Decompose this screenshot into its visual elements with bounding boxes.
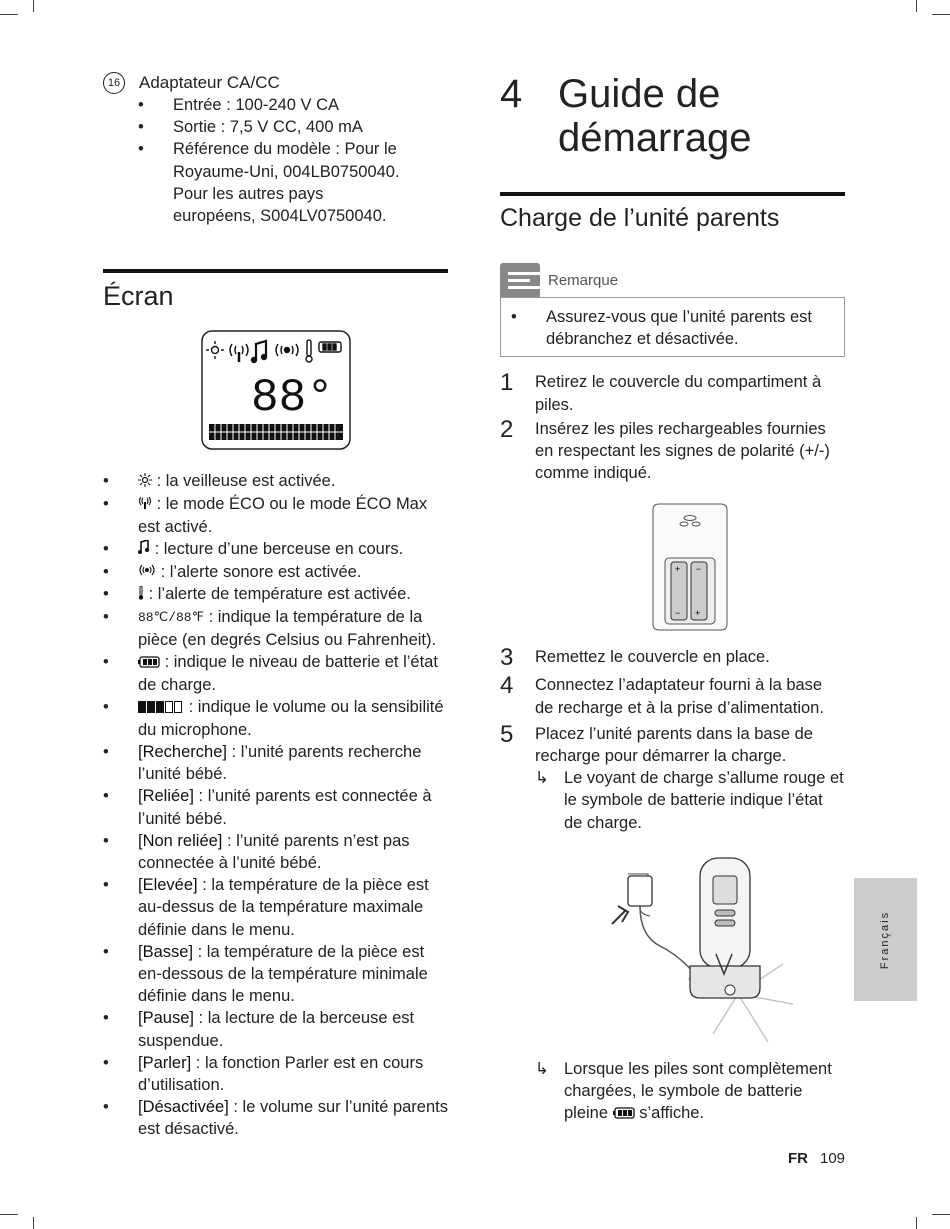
step-item: 4 Connectez l’adaptateur fourni à la base de recharge et à la prise d’alimentation. bbox=[500, 672, 824, 717]
night-light-icon bbox=[138, 471, 152, 493]
svg-text:−: − bbox=[695, 564, 701, 575]
charging-illustration bbox=[560, 854, 845, 1044]
adapter-heading bbox=[103, 72, 448, 94]
svg-text:−: − bbox=[674, 608, 680, 619]
step-item: 5 Placez l’unité parents dans la base de recharge pour démarrer la charge. bbox=[500, 720, 813, 766]
section-rule bbox=[500, 192, 845, 196]
crop-mark bbox=[33, 0, 34, 12]
result-item: ↳ Le voyant de charge s’allume rouge et le symbole de batterie indique l’état de charge. bbox=[535, 767, 845, 834]
adapter-spec: • Entrée : 100-240 V CA bbox=[138, 94, 448, 116]
crop-mark bbox=[0, 14, 18, 15]
language-tab: Français bbox=[854, 878, 917, 1001]
chapter-number: 4 bbox=[500, 72, 523, 116]
step-item: 3 Remettez le couvercle en place. bbox=[500, 644, 770, 672]
adapter-spec: • Référence du modèle : Pour le Royaume-Uni, 004LB0750040. Pour les autres pays européens, S004LV0750040. bbox=[138, 138, 408, 227]
left-column bbox=[103, 72, 448, 1141]
note-box bbox=[500, 297, 845, 357]
right-column bbox=[500, 72, 845, 1125]
full-battery-icon bbox=[613, 1103, 635, 1125]
status-item: • : le mode ÉCO ou le mode ÉCO Max est activé. bbox=[103, 493, 448, 538]
result-arrow-icon: ↳ bbox=[535, 1059, 549, 1078]
note-text: • Assurez-vous que l’unité parents est débranchez et désactivée. bbox=[511, 306, 834, 350]
status-item: • : indique le volume ou la sensibilité du microphone. bbox=[103, 696, 448, 741]
note-header bbox=[500, 263, 845, 297]
page-number: 109 bbox=[820, 1150, 846, 1167]
status-item: • [Basse] : la température de la pièce est en-dessous de la température minimale définie dans le menu. bbox=[103, 941, 448, 1008]
step-item: 2 Insérez les piles rechargeables fournies en respectant les signes de polarité (+/-) comme indiqué. bbox=[500, 415, 830, 483]
status-item: • [Désactivée] : le volume sur l’unité parents est désactivé. bbox=[103, 1096, 448, 1140]
chapter-title-line: Guide de bbox=[558, 72, 721, 116]
volume-bars-icon bbox=[138, 697, 184, 719]
crop-mark bbox=[33, 1217, 34, 1229]
status-item: • 88℃/88℉ : indique la température de la pièce (en degrés Celsius ou Fahrenheit). bbox=[103, 606, 448, 651]
screen-section-title: Écran bbox=[103, 281, 174, 312]
result-arrow-icon: ↳ bbox=[535, 769, 549, 788]
status-item: • : indique le niveau de batterie et l’état de charge. bbox=[103, 651, 448, 696]
lullaby-note-icon bbox=[138, 538, 150, 560]
adapter-spec: • Sortie : 7,5 V CC, 400 mA bbox=[138, 116, 448, 138]
result-item: ↳ Lorsque les piles sont complètement chargées, le symbole de batterie pleine s’affiche. bbox=[535, 1058, 845, 1125]
temperature-digits-icon: 88℃/88℉ bbox=[138, 609, 204, 625]
lcd-display-icon bbox=[201, 330, 351, 450]
status-item: • : l’alerte sonore est activée. bbox=[103, 561, 448, 584]
footer-language: FR bbox=[788, 1150, 808, 1167]
status-item: • [Non reliée] : l’unité parents n’est pas connectée à l’unité bébé. bbox=[103, 830, 448, 874]
status-item: • [Pause] : la lecture de la berceuse est suspendue. bbox=[103, 1007, 448, 1051]
item-number-badge: 16 bbox=[103, 72, 125, 94]
section-rule bbox=[103, 269, 448, 273]
status-item: • [Reliée] : l’unité parents est connectée à l’unité bébé. bbox=[103, 785, 448, 829]
step-item: 1 Retirez le couvercle du compartiment à piles. bbox=[500, 369, 822, 414]
eco-mode-icon bbox=[138, 493, 152, 515]
note-icon bbox=[500, 263, 540, 297]
parent-unit-back-icon bbox=[643, 502, 743, 632]
note-label: Remarque bbox=[548, 271, 619, 289]
charging-section-title: Charge de l’unité parents bbox=[500, 204, 780, 232]
svg-text:+: + bbox=[694, 608, 700, 619]
chapter-title-line: démarrage bbox=[558, 116, 752, 160]
status-item: • [Elevée] : la température de la pièce est au-dessus de la température maximale définie dans le menu. bbox=[103, 874, 448, 941]
status-item: • : la veilleuse est activée. bbox=[103, 470, 448, 493]
status-item: • : l’alerte de température est activée. bbox=[103, 583, 448, 606]
adapter-specs bbox=[138, 94, 448, 227]
battery-icon bbox=[138, 652, 160, 674]
status-item: • : lecture d’une berceuse en cours. bbox=[103, 538, 448, 561]
crop-mark bbox=[932, 14, 950, 15]
screen-illustration bbox=[103, 330, 448, 450]
page-footer bbox=[788, 1150, 845, 1167]
chapter-heading bbox=[500, 72, 845, 160]
adapter-block bbox=[103, 72, 448, 227]
steps-second bbox=[500, 646, 845, 833]
status-item: • [Parler] : la fonction Parler est en cours d’utilisation. bbox=[103, 1052, 448, 1096]
sound-alert-icon bbox=[138, 561, 156, 583]
steps-first bbox=[500, 371, 845, 484]
adapter-title: Adaptateur CA/CC bbox=[139, 73, 280, 92]
charging-base-icon bbox=[608, 854, 798, 1044]
crop-mark bbox=[0, 1214, 18, 1215]
crop-mark bbox=[916, 1217, 917, 1229]
status-icon-list bbox=[103, 470, 448, 1140]
crop-mark bbox=[916, 0, 917, 12]
status-item: • [Recherche] : l’unité parents recherche l’unité bébé. bbox=[103, 741, 448, 785]
battery-compartment-illustration bbox=[540, 502, 845, 632]
svg-text:+: + bbox=[674, 564, 680, 575]
crop-mark bbox=[932, 1214, 950, 1215]
lcd-digits: 88° bbox=[250, 372, 334, 425]
